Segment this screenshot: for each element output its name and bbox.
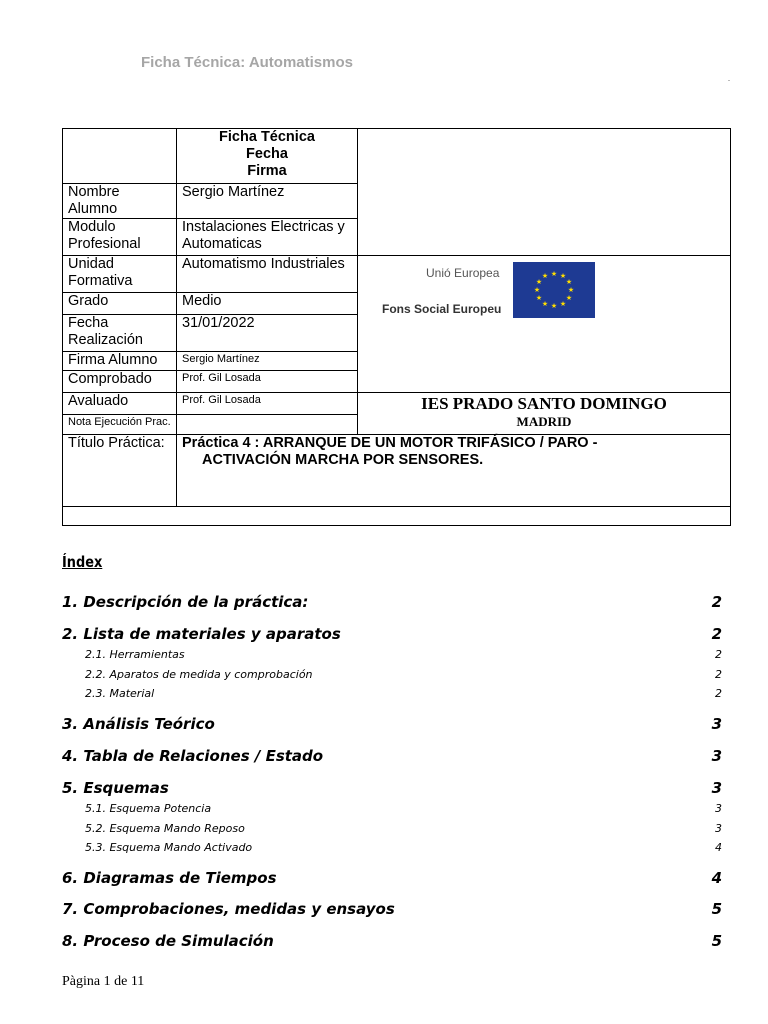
- toc-entry[interactable]: [62, 715, 722, 735]
- row-value-fecha: 31/01/2022: [177, 315, 358, 352]
- row-value-grado: Medio: [177, 293, 358, 315]
- row-label-modulo: Modulo Profesional: [63, 219, 177, 256]
- row-value-modulo: Instalaciones Electricas y Automaticas: [177, 219, 358, 256]
- document-header-title: Ficha Técnica: Automatismos: [141, 54, 353, 71]
- toc-page-number: 5: [711, 900, 722, 918]
- eu-social-fund-logo: [380, 261, 596, 319]
- toc-page-number: 4: [715, 841, 722, 854]
- eu-flag-icon: [513, 262, 595, 318]
- toc-entry-text: 1. Descripción de la práctica:: [62, 593, 309, 611]
- toc-entry[interactable]: [62, 900, 722, 920]
- eu-logo-cell: [358, 256, 731, 393]
- school-name: IES PRADO SANTO DOMINGO: [421, 394, 667, 413]
- toc-entry-text: 8. Proceso de Simulación: [62, 932, 274, 950]
- svg-text:★: ★: [535, 294, 543, 302]
- school-city: MADRID: [516, 414, 572, 429]
- toc-page-number: 3: [711, 747, 722, 765]
- titulo-line-2: ACTIVACIÓN MARCHA POR SENSORES.: [202, 452, 484, 468]
- row-label-fecha: Fecha Realización: [63, 315, 177, 352]
- svg-text:★: ★: [559, 300, 567, 308]
- svg-text:★: ★: [533, 286, 541, 294]
- blank-top-right-cell: [358, 129, 731, 256]
- row-value-unidad: Automatismo Industriales: [177, 256, 358, 293]
- index-title: Índex: [62, 553, 103, 571]
- row-label-nota: Nota Ejecución Prac.: [63, 415, 177, 435]
- toc-page-number: 5: [711, 932, 722, 950]
- toc-subentry[interactable]: [62, 687, 722, 701]
- toc-page-number: 2: [715, 687, 722, 700]
- toc-page-number: 3: [711, 715, 722, 733]
- toc-entry[interactable]: [62, 747, 722, 767]
- row-label-grado: Grado: [63, 293, 177, 315]
- toc-entry[interactable]: [62, 593, 722, 613]
- toc-entry[interactable]: [62, 869, 722, 889]
- svg-text:★: ★: [550, 270, 558, 278]
- toc-page-number: 2: [715, 648, 722, 661]
- toc-entry-text: 2. Lista de materiales y aparatos: [62, 625, 341, 643]
- row-label-unidad: Unidad Formativa: [63, 256, 177, 293]
- eu-logo-line2: Fons Social Europeu: [382, 302, 502, 316]
- fecha-header-line: Fecha: [246, 146, 288, 162]
- toc-subentry[interactable]: [62, 648, 722, 662]
- ficha-header-cell: [177, 129, 358, 184]
- toc-entry-text: 5.3. Esquema Mando Activado: [85, 841, 253, 854]
- toc-subentry[interactable]: [62, 668, 722, 682]
- svg-text:★: ★: [541, 272, 549, 280]
- titulo-line-1: Práctica 4 : ARRANQUE DE UN MOTOR TRIFÁSICO / PARO -: [182, 435, 598, 451]
- ficha-tecnica-table: [62, 128, 731, 526]
- toc-entry[interactable]: [62, 625, 722, 645]
- toc-entry-text: 5. Esquemas: [62, 779, 169, 797]
- row-label-avaluado: Avaluado: [63, 393, 177, 415]
- firma-header-line: Firma: [247, 163, 287, 179]
- header-mark: [728, 80, 730, 81]
- row-label-comprobado: Comprobado: [63, 371, 177, 393]
- svg-text:★: ★: [565, 278, 573, 286]
- svg-text:★: ★: [550, 302, 558, 310]
- toc-entry[interactable]: [62, 779, 722, 799]
- toc-entry[interactable]: [62, 932, 722, 952]
- svg-text:★: ★: [535, 278, 543, 286]
- toc-page-number: 2: [711, 625, 722, 643]
- toc-entry-text: 5.1. Esquema Potencia: [85, 802, 212, 815]
- toc-subentry[interactable]: [62, 841, 722, 855]
- toc-entry-text: 2.1. Herramientas: [85, 648, 185, 661]
- ficha-header-line: Ficha Técnica: [219, 129, 315, 145]
- row-value-nombre: Sergio Martínez: [177, 184, 358, 219]
- toc-subentry[interactable]: [62, 822, 722, 836]
- toc-page-number: 2: [711, 593, 722, 611]
- svg-text:★: ★: [559, 272, 567, 280]
- toc-page-number: 3: [715, 822, 722, 835]
- toc-entry-text: 3. Análisis Teórico: [62, 715, 215, 733]
- row-label-nombre: Nombre Alumno: [63, 184, 177, 219]
- titulo-practica-value: [177, 435, 731, 507]
- eu-logo-line1: Unió Europea: [426, 266, 500, 280]
- blank-bottom-row: [63, 507, 731, 526]
- toc-entry-text: 5.2. Esquema Mando Reposo: [85, 822, 245, 835]
- toc-page-number: 4: [711, 869, 722, 887]
- page-footer: Pàgina 1 de 11: [62, 974, 145, 989]
- school-cell: [358, 393, 731, 435]
- row-value-avaluado: Prof. Gil Losada: [177, 393, 358, 415]
- header-empty-cell: [63, 129, 177, 184]
- toc-entry-text: 2.2. Aparatos de medida y comprobación: [85, 668, 313, 681]
- toc-page-number: 3: [711, 779, 722, 797]
- toc-subentry[interactable]: [62, 802, 722, 816]
- row-value-firma: Sergio Martínez: [177, 352, 358, 371]
- row-label-firma: Firma Alumno: [63, 352, 177, 371]
- row-value-nota: [177, 415, 358, 435]
- titulo-practica-label: Título Práctica:: [63, 435, 177, 507]
- toc-page-number: 2: [715, 668, 722, 681]
- toc-entry-text: 2.3. Material: [85, 687, 155, 700]
- svg-text:★: ★: [565, 294, 573, 302]
- row-value-comprobado: Prof. Gil Losada: [177, 371, 358, 393]
- svg-text:★: ★: [541, 300, 549, 308]
- toc-entry-text: 7. Comprobaciones, medidas y ensayos: [62, 900, 395, 918]
- toc-page-number: 3: [715, 802, 722, 815]
- toc-entry-text: 6. Diagramas de Tiempos: [62, 869, 277, 887]
- svg-text:★: ★: [567, 286, 575, 294]
- toc-entry-text: 4. Tabla de Relaciones / Estado: [62, 747, 324, 765]
